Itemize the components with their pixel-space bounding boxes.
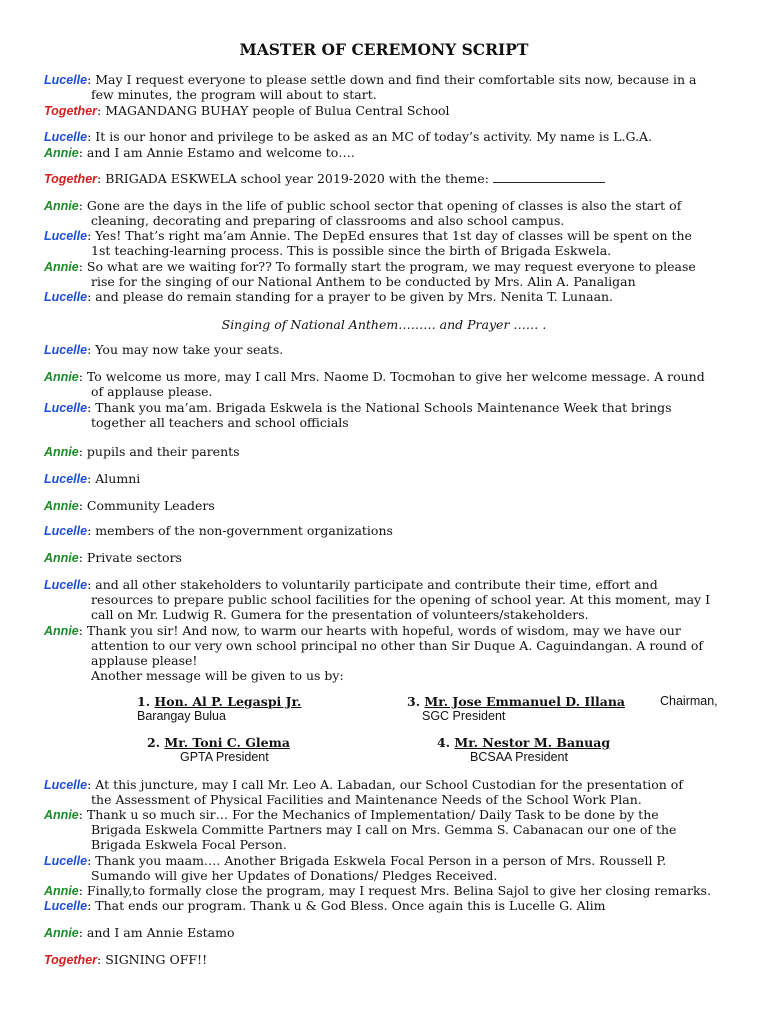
giver-1-position: Barangay Bulua — [137, 709, 226, 723]
line-text: : May I request everyone to please settle down and find their comfortable sits now, because in a — [87, 72, 697, 87]
line-text: rise for the singing of our National Anthem to be conducted by Mrs. Alin A. Panaligan — [91, 274, 636, 289]
line-text: together all teachers and school officials — [91, 415, 349, 430]
giver-3-position: SGC President — [422, 709, 506, 723]
speaker-annie: Annie — [44, 260, 79, 274]
dialogue-line — [44, 103, 450, 119]
dialogue-continuation — [91, 792, 642, 807]
dialogue-continuation — [91, 837, 287, 852]
line-text: applause please! — [91, 653, 198, 668]
speaker-lucelle: Lucelle — [44, 778, 88, 792]
dialogue-continuation — [91, 213, 564, 228]
speaker-lucelle: Lucelle — [44, 343, 88, 357]
speaker-lucelle: Lucelle — [44, 401, 88, 415]
line-text: of applause please. — [91, 384, 213, 399]
line-text: : Community Leaders — [78, 498, 215, 513]
line-text: : Private sectors — [78, 550, 182, 565]
dialogue-line — [44, 777, 683, 793]
line-text: : So what are we waiting for?? To formally start the program, we may request everyone to please — [78, 259, 696, 274]
dialogue-continuation — [91, 822, 676, 837]
dialogue-continuation — [91, 274, 636, 289]
dialogue-continuation — [91, 243, 611, 258]
giver-1-name: 1. Hon. Al P. Legaspi Jr. — [137, 694, 302, 709]
dialogue-continuation — [91, 668, 344, 683]
dialogue-continuation — [91, 653, 197, 668]
line-text: : That ends our program. Thank u & God Bless. Once again this is Lucelle G. Alim — [87, 898, 606, 913]
line-text: : Alumni — [87, 471, 141, 486]
line-text: Sumando will give her Updates of Donations/ Pledges Received. — [91, 868, 498, 883]
speaker-annie: Annie — [44, 624, 79, 638]
dialogue-continuation — [91, 638, 703, 653]
speaker-annie: Annie — [44, 146, 79, 160]
dialogue-line — [44, 523, 393, 539]
speaker-annie: Annie — [44, 926, 79, 940]
line-text: : At this juncture, may I call Mr. Leo A. Labadan, our School Custodian for the presentation of — [87, 777, 683, 792]
speaker-lucelle: Lucelle — [44, 73, 88, 87]
line-text: few minutes, the program will about to start. — [91, 87, 377, 102]
speaker-annie: Annie — [44, 808, 79, 822]
dialogue-line — [44, 259, 696, 275]
speaker-lucelle: Lucelle — [44, 578, 88, 592]
dialogue-line — [44, 444, 240, 460]
dialogue-line — [44, 129, 652, 145]
dialogue-continuation — [91, 868, 497, 883]
speaker-annie: Annie — [44, 370, 79, 384]
line-text: : BRIGADA ESKWELA school year 2019-2020 with the theme: — [97, 171, 493, 186]
giver-4-position: BCSAA President — [470, 750, 568, 764]
dialogue-continuation — [91, 87, 377, 102]
dialogue-line — [44, 952, 207, 968]
giver-3-name: 3. Mr. Jose Emmanuel D. Illana — [407, 694, 626, 709]
speaker-lucelle: Lucelle — [44, 472, 88, 486]
dialogue-line — [44, 369, 705, 385]
line-text: : To welcome us more, may I call Mrs. Naome D. Tocmohan to give her welcome message. A round — [78, 369, 705, 384]
line-text: : Thank you maam…. Another Brigada Eskwela Focal Person in a person of Mrs. Roussell P. — [87, 853, 667, 868]
line-text: : and please do remain standing for a prayer to be given by Mrs. Nenita T. Lunaan. — [87, 289, 614, 304]
dialogue-continuation — [91, 607, 589, 622]
dialogue-line — [44, 550, 182, 566]
speaker-together: Together — [44, 104, 98, 118]
line-text: Another message will be given to us by: — [91, 668, 344, 683]
dialogue-line — [44, 853, 666, 869]
speaker-lucelle: Lucelle — [44, 524, 88, 538]
dialogue-line — [44, 198, 681, 214]
dialogue-line — [44, 342, 283, 358]
line-text: : pupils and their parents — [78, 444, 240, 459]
speaker-together: Together — [44, 953, 98, 967]
dialogue-line — [44, 925, 234, 941]
dialogue-line — [44, 72, 697, 88]
speaker-annie: Annie — [44, 199, 79, 213]
dialogue-continuation — [91, 384, 213, 399]
line-text: Brigada Eskwela Focal Person. — [91, 837, 287, 852]
dialogue-line — [44, 289, 613, 305]
giver-2-position: GPTA President — [180, 750, 269, 764]
dialogue-line — [44, 807, 659, 823]
line-text: : and I am Annie Estamo and welcome to…. — [78, 145, 355, 160]
giver-2-name: 2. Mr. Toni C. Glema — [147, 735, 290, 750]
dialogue-line — [44, 623, 681, 639]
dialogue-line — [44, 577, 658, 593]
line-text: : SIGNING OFF!! — [97, 952, 208, 967]
line-text: : Thank you ma’am. Brigada Eskwela is the National Schools Maintenance Week that brings — [87, 400, 672, 415]
dialogue-line — [44, 471, 140, 487]
line-text: cleaning, decorating and preparing of classrooms and also school campus. — [91, 213, 565, 228]
line-text: : Thank you sir! And now, to warm our hearts with hopeful, words of wisdom, may we have our — [78, 623, 681, 638]
dialogue-line — [44, 883, 711, 899]
line-text: : MAGANDANG BUHAY people of Bulua Central School — [97, 103, 450, 118]
dialogue-line — [44, 228, 692, 244]
document-title: MASTER OF CEREMONY SCRIPT — [239, 40, 529, 59]
line-text: 1st teaching-learning process. This is possible since the birth of Brigada Eskwela. — [91, 243, 612, 258]
speaker-lucelle: Lucelle — [44, 899, 88, 913]
line-text: : Gone are the days in the life of public school sector that opening of classes is also the start of — [78, 198, 682, 213]
speaker-together: Together — [44, 172, 98, 186]
dialogue-line — [44, 171, 605, 187]
line-text: : Thank u so much sir… For the Mechanics of Implementation/ Daily Task to be done by the — [78, 807, 659, 822]
giver-3-extra: Chairman, — [660, 694, 718, 708]
giver-4-name: 4. Mr. Nestor M. Banuag — [437, 735, 611, 750]
dialogue-continuation — [91, 415, 349, 430]
line-text: resources to prepare public school facilities for the opening of school year. At this moment, may I — [91, 592, 711, 607]
speaker-lucelle: Lucelle — [44, 130, 88, 144]
speaker-lucelle: Lucelle — [44, 229, 88, 243]
speaker-annie: Annie — [44, 499, 79, 513]
speaker-annie: Annie — [44, 551, 79, 565]
line-text: : Finally,to formally close the program, may I request Mrs. Belina Sajol to give her closing remarks. — [78, 883, 711, 898]
line-text: : It is our honor and privilege to be asked as an MC of today’s activity. My name is L.G.A. — [87, 129, 653, 144]
line-text: : and all other stakeholders to voluntarily participate and contribute their time, effort and — [87, 577, 658, 592]
line-text: Brigada Eskwela Committe Partners may I call on Mrs. Gemma S. Cabanacan our one of the — [91, 822, 677, 837]
speaker-annie: Annie — [44, 445, 79, 459]
dialogue-line — [44, 145, 355, 161]
dialogue-line — [44, 400, 672, 416]
stage-direction: Singing of National Anthem……… and Prayer …… . — [221, 317, 547, 332]
dialogue-line — [44, 898, 606, 914]
line-text: attention to our very own school principal no other than Sir Duque A. Caguindangan. A round of — [91, 638, 704, 653]
line-text: the Assessment of Physical Facilities and Maintenance Needs of the School Work Plan. — [91, 792, 642, 807]
line-text: : members of the non-government organizations — [87, 523, 393, 538]
line-text: : and I am Annie Estamo — [78, 925, 235, 940]
theme-blank — [493, 171, 605, 183]
speaker-annie: Annie — [44, 884, 79, 898]
line-text: : Yes! That’s right ma’am Annie. The DepEd ensures that 1st day of classes will be spent on the — [87, 228, 692, 243]
speaker-lucelle: Lucelle — [44, 290, 88, 304]
line-text: : You may now take your seats. — [87, 342, 284, 357]
dialogue-line — [44, 498, 215, 514]
dialogue-continuation — [91, 592, 710, 607]
speaker-lucelle: Lucelle — [44, 854, 88, 868]
line-text: call on Mr. Ludwig R. Gumera for the presentation of volunteers/stakeholders. — [91, 607, 589, 622]
